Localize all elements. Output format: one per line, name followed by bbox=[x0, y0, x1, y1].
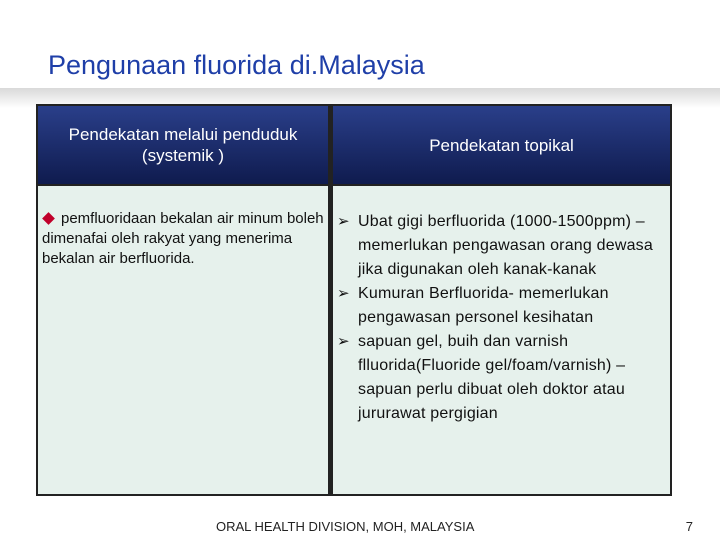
header-topical-approach: Pendekatan topikal bbox=[330, 104, 672, 186]
list-item bbox=[334, 330, 670, 426]
arrow-bullet-icon: ➢ bbox=[337, 333, 350, 350]
header-systemic-approach: Pendekatan melalui penduduk (systemik ) bbox=[36, 104, 330, 186]
arrow-bullet-icon: ➢ bbox=[337, 213, 350, 230]
list-item-text: sapuan gel, buih dan varnish flluorida(Fluoride gel/foam/varnish) – sapuan perlu dibuat oleh doktor atau jururawat pergigian bbox=[358, 333, 626, 422]
list-item bbox=[334, 210, 670, 282]
list-item-text: Kumuran Berfluorida- memerlukan pengawasan personel kesihatan bbox=[358, 285, 609, 326]
slide-title: Pengunaan fluorida di.Malaysia bbox=[48, 50, 425, 80]
systemic-description bbox=[42, 209, 332, 269]
arrow-bullet-icon: ➢ bbox=[337, 285, 350, 302]
footer-organization: ORAL HEALTH DIVISION, MOH, MALAYSIA bbox=[216, 519, 475, 534]
topical-methods-list bbox=[334, 210, 670, 426]
systemic-description-text: pemfluoridaan bekalan air minum boleh dimenafai oleh rakyat yang menerima bekalan air berfluorida. bbox=[42, 210, 324, 267]
list-item bbox=[334, 282, 670, 330]
page-number: 7 bbox=[685, 519, 693, 534]
diamond-bullet-icon bbox=[42, 212, 55, 225]
list-item-text: Ubat gigi berfluorida (1000-1500ppm) – memerlukan pengawasan orang dewasa jika digunakan oleh kanak-kanak bbox=[358, 213, 653, 278]
